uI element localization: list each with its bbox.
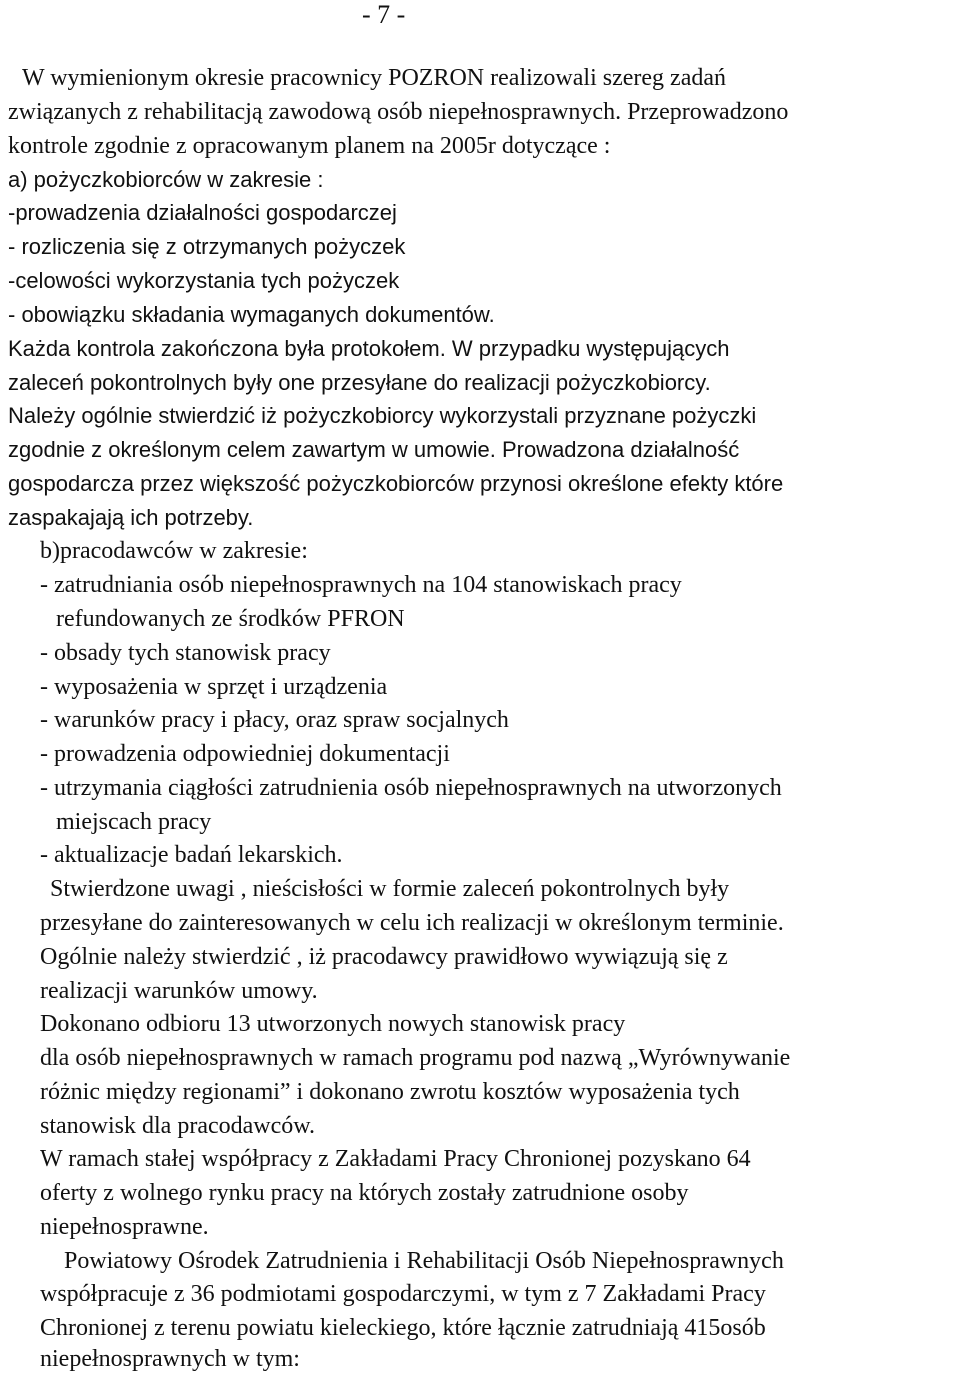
- text-line: Stwierdzone uwagi , nieścisłości w formie zaleceń pokontrolnych były: [50, 876, 730, 902]
- text-line: dla osób niepełnosprawnych w ramach programu pod nazwą „Wyrównywanie: [40, 1045, 791, 1071]
- text-line: różnic między regionami” i dokonano zwrotu kosztów wyposażenia tych: [40, 1079, 740, 1105]
- text-line: kontrole zgodnie z opracowanym planem na 2005r dotyczące :: [8, 133, 611, 159]
- text-line: -celowości wykorzystania tych pożyczek: [8, 268, 400, 293]
- text-line: refundowanych ze środków PFRON: [56, 606, 405, 632]
- text-line: związanych z rehabilitacją zawodową osób niepełnosprawnych. Przeprowadzono: [8, 99, 789, 125]
- page-number: - 7 -: [362, 0, 406, 29]
- text-line: a) pożyczkobiorców w zakresie :: [8, 167, 324, 192]
- text-line: W ramach stałej współpracy z Zakładami Pracy Chronionej pozyskano 64: [40, 1146, 751, 1172]
- text-line: zaspakajają ich potrzeby.: [8, 505, 254, 530]
- text-line: - zatrudniania osób niepełnosprawnych na 104 stanowiskach pracy: [40, 572, 682, 598]
- text-line: realizacji warunków umowy.: [40, 978, 318, 1004]
- text-line: miejscach pracy: [56, 809, 212, 835]
- text-line: niepełnosprawnych w tym:: [40, 1346, 300, 1372]
- text-line: Każda kontrola zakończona była protokołem. W przypadku występujących: [8, 336, 730, 361]
- text-line: niepełnosprawne.: [40, 1214, 209, 1240]
- text-line: -prowadzenia działalności gospodarczej: [8, 200, 397, 225]
- text-line: zaleceń pokontrolnych były one przesyłane do realizacji pożyczkobiorcy.: [8, 370, 711, 395]
- text-line: oferty z wolnego rynku pracy na których zostały zatrudnione osoby: [40, 1180, 689, 1206]
- text-line: - rozliczenia się z otrzymanych pożyczek: [8, 234, 406, 259]
- text-line: - prowadzenia odpowiedniej dokumentacji: [40, 741, 450, 767]
- text-line: gospodarcza przez większość pożyczkobiorców przynosi określone efekty które: [8, 471, 784, 496]
- text-line: - warunków pracy i płacy, oraz spraw socjalnych: [40, 707, 509, 733]
- text-line: - aktualizacje badań lekarskich.: [40, 842, 343, 868]
- text-line: Należy ogólnie stwierdzić iż pożyczkobiorcy wykorzystali przyznane pożyczki: [8, 403, 757, 428]
- text-line: Ogólnie należy stwierdzić , iż pracodawcy prawidłowo wywiązują się z: [40, 944, 728, 970]
- text-line: - utrzymania ciągłości zatrudnienia osób niepełnosprawnych na utworzonych: [40, 775, 782, 801]
- text-line: - obsady tych stanowisk pracy: [40, 640, 331, 666]
- text-line: - wyposażenia w sprzęt i urządzenia: [40, 674, 388, 700]
- text-line: b)pracodawców w zakresie:: [40, 538, 308, 564]
- text-line: stanowisk dla pracodawców.: [40, 1113, 316, 1139]
- text-line: przesyłane do zainteresowanych w celu ich realizacji w określonym terminie.: [40, 910, 784, 936]
- text-line: - obowiązku składania wymaganych dokumentów.: [8, 302, 495, 327]
- text-line: Powiatowy Ośrodek Zatrudnienia i Rehabilitacji Osób Niepełnosprawnych: [64, 1248, 784, 1274]
- text-line: Dokonano odbioru 13 utworzonych nowych stanowisk pracy: [40, 1011, 626, 1037]
- text-line: zgodnie z określonym celem zawartym w umowie. Prowadzona działalność: [8, 437, 740, 462]
- text-line: współpracuje z 36 podmiotami gospodarczymi, w tym z 7 Zakładami Pracy: [40, 1281, 766, 1307]
- text-line: Chronionej z terenu powiatu kieleckiego, które łącznie zatrudniają 415osób: [40, 1315, 766, 1341]
- text-line: W wymienionym okresie pracownicy POZRON realizowali szereg zadań: [22, 65, 726, 91]
